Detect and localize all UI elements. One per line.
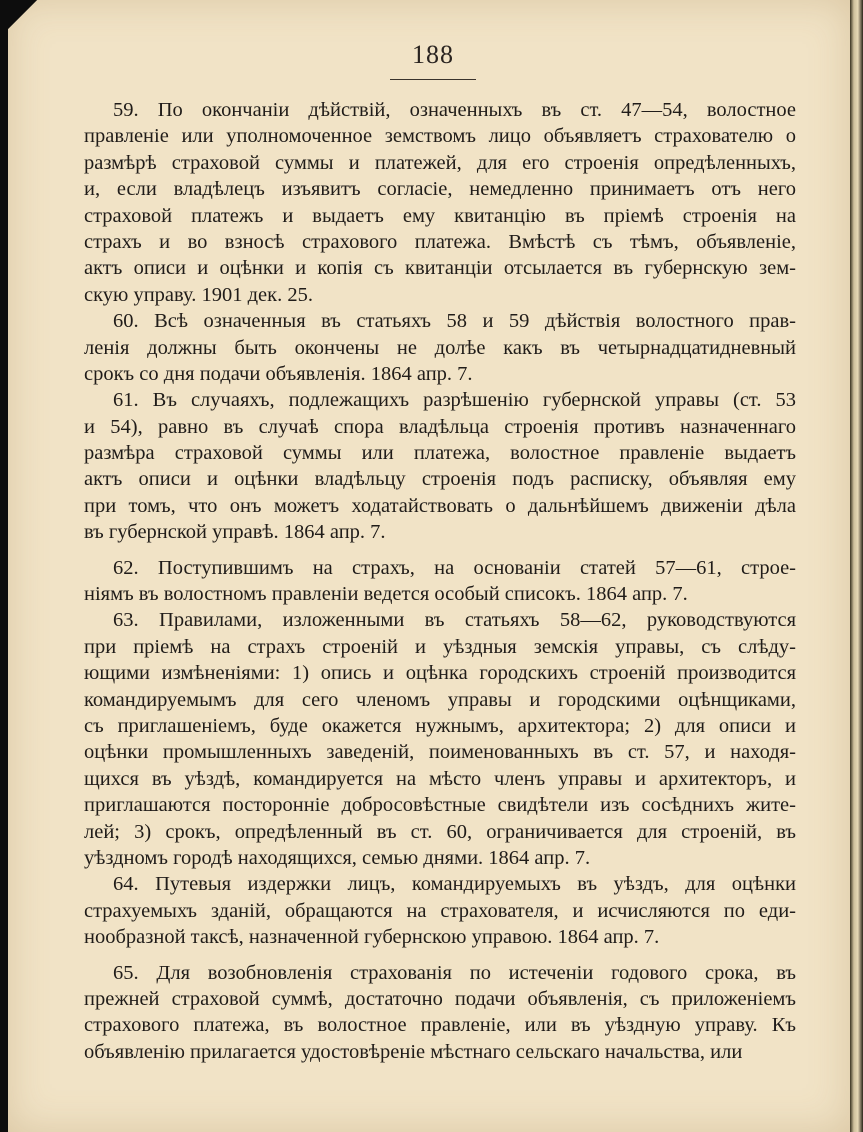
article-first-line: 61. Въ случаяхъ, подлежащихъ разрѣшенію губернской управы (ст. 53 (113, 389, 796, 412)
article-line: и 54), равно въ случаѣ спора владѣльца строенія противъ назначеннаго (84, 415, 796, 438)
page-corner (8, 0, 44, 36)
article-line: правленіе или уполномоченное земствомъ лицо объявляетъ страхователю о (84, 125, 796, 148)
article-paragraph (84, 960, 796, 1066)
article-line: нообразной таксѣ, назначенной губернскою управою. 1864 апр. 7. (84, 926, 660, 949)
article-line: страхового платежа, въ волостное правленіе, или въ уѣздную управу. Къ (84, 1014, 796, 1037)
page-body (84, 97, 796, 1065)
article-line: и, если владѣлецъ изъявитъ согласіе, немедленно принимаетъ отъ него (84, 178, 796, 201)
article-line: страхуемыхъ зданій, обращаются на страхователя, и исчисляются по еди- (84, 899, 796, 922)
article-line: актъ описи и оцѣнки владѣльцу строенія подъ расписку, объявляя ему (84, 468, 796, 491)
article-paragraph (84, 871, 796, 950)
header-rule (390, 79, 476, 80)
article-line: ніямъ въ волостномъ правленіи ведется особый списокъ. 1864 апр. 7. (84, 583, 688, 606)
article-line: приглашаются посторонніе добросовѣстные свидѣтели изъ сосѣднихъ жите- (84, 794, 796, 817)
article-paragraph (84, 387, 796, 545)
article-line: ленія должны быть окончены не долѣе какъ въ четырнадцатидневный (84, 336, 796, 359)
article-line: страхъ и во взносѣ страхового платежа. Вмѣстѣ съ тѣмъ, объявленіе, (84, 230, 796, 253)
article-line: актъ описи и оцѣнки и копія съ квитанціи отсылается въ губернскую зем- (84, 257, 796, 280)
article-first-line: 65. Для возобновленія страхованія по истеченіи годового срока, въ (113, 961, 796, 984)
article-first-line: 62. Поступившимъ на страхъ, на основаніи статей 57—61, строе- (113, 556, 796, 579)
article-paragraph (84, 607, 796, 871)
article-line: при пріемѣ на страхъ строеній и уѣздныя земскія управы, съ слѣду- (84, 635, 796, 658)
article-line: при томъ, что онъ можетъ ходатайствовать о дальнѣйшемъ движеніи дѣла (84, 494, 796, 517)
article-paragraph (84, 555, 796, 608)
article-first-line: 63. Правилами, изложенными въ статьяхъ 58—62, руководствуются (113, 609, 796, 632)
article-line: оцѣнки промышленныхъ заведеній, поименованныхъ въ ст. 57, и находя- (84, 741, 796, 764)
article-line: ющими измѣненіями: 1) опись и оцѣнка городскихъ строеній производится (84, 662, 796, 685)
article-line: съ приглашеніемъ, буде окажется нужнымъ, архитектора; 2) для описи и (84, 714, 796, 737)
article-line: прежней страховой суммѣ, достаточно подачи объявленія, съ приложеніемъ (84, 987, 796, 1010)
article-first-line: 64. Путевыя издержки лицъ, командируемыхъ въ уѣздъ, для оцѣнки (113, 873, 796, 896)
article-line: размѣрѣ страховой суммы и платежей, для его строенія опредѣленныхъ, (84, 151, 796, 174)
article-first-line: 59. По окончаніи дѣйствій, означенныхъ въ ст. 47—54, волостное (113, 99, 796, 121)
book-spine-edge (850, 0, 863, 1132)
article-line: объявленію прилагается удостовѣреніе мѣстнаго сельскаго начальства, или (84, 1040, 743, 1063)
article-line: щихся въ уѣздѣ, командируется на мѣсто членъ управы и архитекторъ, и (84, 767, 796, 790)
article-line: страховой платежъ и выдаетъ ему квитанцію въ пріемѣ строенія на (84, 204, 796, 227)
article-line: уѣздномъ городѣ находящихся, семью днями. 1864 апр. 7. (84, 846, 591, 869)
article-paragraph (84, 97, 796, 308)
page-number: 188 (412, 40, 454, 69)
paragraph-gap (84, 546, 796, 555)
article-line: командируемымъ для сего членомъ управы и городскими оцѣнщиками, (84, 688, 796, 711)
article-line: срокъ со дня подачи объявленія. 1864 апр. 7. (84, 362, 473, 385)
article-line: лей; 3) срокъ, опредѣленный въ ст. 60, ограничивается для строеній, въ (84, 820, 796, 843)
paragraph-gap (84, 951, 796, 960)
book-page (8, 0, 850, 1132)
article-line: скую управу. 1901 дек. 25. (84, 283, 313, 306)
article-line: размѣра страховой суммы или платежа, волостное правленіе выдаетъ (84, 442, 796, 465)
article-line: въ губернской управѣ. 1864 апр. 7. (84, 521, 386, 544)
article-first-line: 60. Всѣ означенныя въ статьяхъ 58 и 59 дѣйствія волостного прав- (113, 310, 796, 333)
article-paragraph (84, 308, 796, 387)
